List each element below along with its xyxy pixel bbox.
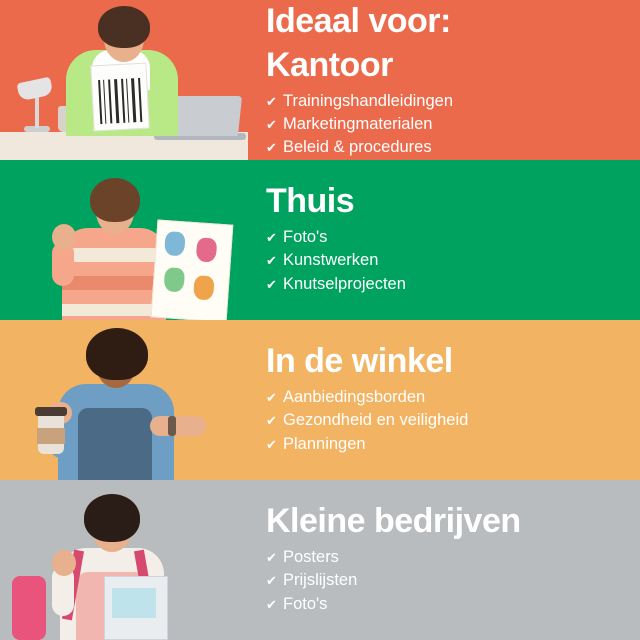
- woman-right-arm: [152, 74, 170, 114]
- bullet-list-kleine-bedrijven: [266, 546, 628, 616]
- list-item-label: Aanbiedingsborden: [283, 387, 426, 406]
- section-in-de-winkel: [0, 320, 640, 480]
- check-icon: ✔: [266, 549, 277, 565]
- girl-stripe-2: [62, 276, 166, 290]
- list-item: [266, 386, 628, 409]
- bullet-list-thuis: [266, 226, 628, 296]
- bullet-list-winkel: [266, 386, 628, 456]
- coffee-sleeve: [37, 428, 65, 444]
- lamp-shade: [17, 77, 54, 102]
- check-icon: ✔: [266, 413, 277, 429]
- section-title-kleine-bedrijven: Kleine bedrijven: [266, 502, 521, 541]
- content-winkel: [248, 344, 640, 456]
- girl-thumb-hand: [52, 224, 76, 250]
- photo-thuis: [0, 160, 248, 320]
- list-item: [266, 433, 628, 456]
- figure-fitness-woman: [0, 480, 248, 640]
- list-item: [266, 409, 628, 432]
- fitness-woman-thumb: [52, 550, 76, 576]
- photo-kantoor: [0, 0, 248, 160]
- check-icon: ✔: [266, 573, 277, 589]
- list-item: [266, 136, 628, 159]
- coffee-lid: [35, 407, 67, 416]
- figure-girl: [0, 160, 248, 320]
- content-thuis: [248, 184, 640, 296]
- section-title-thuis: Thuis: [266, 182, 355, 221]
- bullet-list-kantoor: [266, 90, 628, 160]
- list-item-label: Planningen: [283, 434, 366, 453]
- section-kleine-bedrijven: [0, 480, 640, 640]
- girl-hair: [90, 178, 140, 222]
- shop-woman-apron: [78, 408, 152, 480]
- list-item: [266, 90, 628, 113]
- check-icon: ✔: [266, 229, 277, 245]
- list-item: [266, 249, 628, 272]
- list-item-label: Marketingmaterialen: [283, 114, 433, 133]
- photo-winkel: [0, 320, 248, 480]
- figure-office-woman: [0, 0, 248, 160]
- poster-headline: Ideaal voor:: [266, 2, 451, 41]
- list-item: [266, 593, 628, 616]
- section-title-winkel: In de winkel: [266, 342, 453, 381]
- check-icon: ✔: [266, 389, 277, 405]
- section-thuis: [0, 160, 640, 320]
- woman-hair: [98, 6, 150, 48]
- shop-woman-pointing-arm: [150, 416, 206, 436]
- handprint-artwork: [151, 219, 234, 320]
- figure-shop-woman: [0, 320, 248, 480]
- list-item-label: Kunstwerken: [283, 251, 379, 270]
- list-item-label: Foto's: [283, 227, 328, 246]
- check-icon: ✔: [266, 140, 277, 156]
- content-kleine-bedrijven: [248, 504, 640, 616]
- list-item-label: Gezondheid en veiligheid: [283, 411, 469, 430]
- list-item-label: Knutselprojecten: [283, 274, 406, 293]
- section-title-kantoor: Kantoor: [266, 45, 393, 84]
- list-item-label: Prijslijsten: [283, 571, 358, 590]
- list-item-label: Posters: [283, 547, 339, 566]
- girl-stripe-1: [62, 248, 166, 262]
- yoga-mat: [12, 576, 46, 640]
- check-icon: ✔: [266, 93, 277, 109]
- content-kantoor: [248, 0, 640, 160]
- list-item: [266, 226, 628, 249]
- list-item: [266, 113, 628, 136]
- lamp-stem: [35, 94, 39, 128]
- list-item: [266, 273, 628, 296]
- check-icon: ✔: [266, 276, 277, 292]
- woman-left-arm: [72, 74, 90, 114]
- list-item-label: Foto's: [283, 594, 328, 613]
- fitness-woman-hair: [84, 494, 140, 542]
- photo-kleine-bedrijven: [0, 480, 248, 640]
- check-icon: ✔: [266, 596, 277, 612]
- check-icon: ✔: [266, 436, 277, 452]
- shop-woman-hair: [86, 328, 148, 380]
- list-item: [266, 546, 628, 569]
- tote-bag-print: [112, 588, 156, 618]
- printed-document: [90, 63, 149, 132]
- section-kantoor: [0, 0, 640, 160]
- list-item: [266, 569, 628, 592]
- wristwatch: [168, 416, 176, 436]
- list-item-label: Beleid & procedures: [283, 138, 432, 157]
- check-icon: ✔: [266, 253, 277, 269]
- check-icon: ✔: [266, 116, 277, 132]
- list-item-label: Trainingshandleidingen: [283, 91, 454, 110]
